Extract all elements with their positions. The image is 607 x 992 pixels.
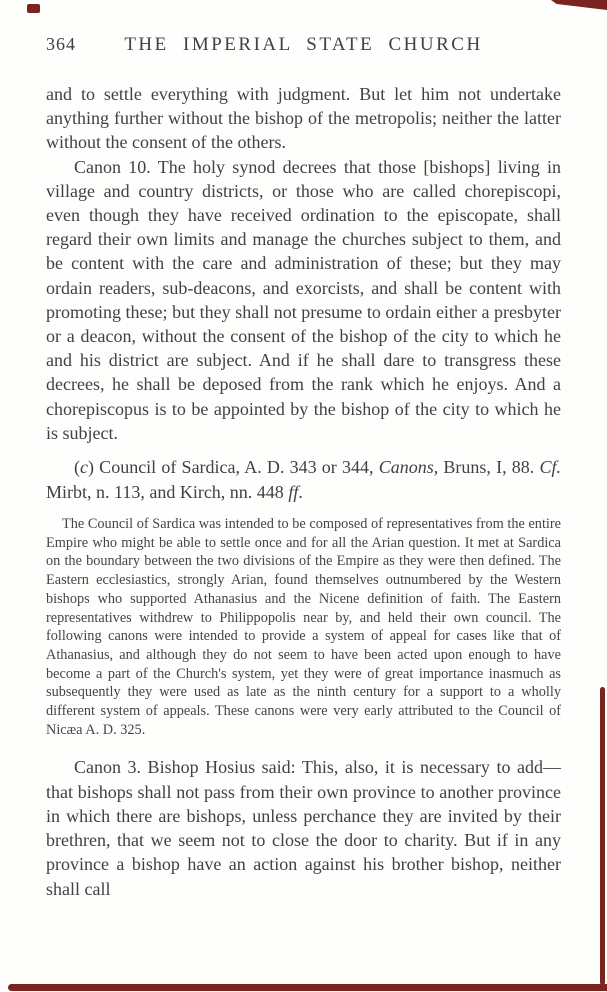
text-column [46,82,561,901]
citation-italic: Cf. [539,457,562,478]
scan-edge-bottom [8,984,607,991]
paragraph-canon-3: Canon 3. Bishop Hosius said: This, also, it is necessary to add—that bishops shall not pass from their own province to another province in which there are bishops, unless perchance they are invited by their brethren, that we seem not to close the door to charity. But if in any province a bishop have an action against his brother bishop, neither shall call [46,757,561,899]
citation-text: , Bruns, I, 88. [433,457,540,478]
paragraph-citation [46,455,561,505]
running-title: THE IMPERIAL STATE CHURCH [124,34,483,55]
paragraph-commentary: The Council of Sardica was intended to be composed of representatives from the entire Empire who might be able to settle once and for all the Arian question. It met at Sardica on the boundary between the two divisions of the Empire as they were then defined. The Eastern ecclesiastics, strongly Arian, found themselves outnumbered by the Western bishops who supported Athanasius and the Nicene definition of faith. The Eastern representatives withdrew to Philippopolis near by, and held their own council. The following canons were intended to provide a system of appeal for cases like that of Athanasius, and although they do not seem to have been acted upon enough to have become a part of the Church's system, yet they were of great importance inasmuch as subsequently they were used as late as the ninth century for a support to a wholly different system of appeals. These canons were very early attributed to the Council of Nicæa A. D. 325. [46,516,561,738]
scan-edge-right [600,687,605,985]
citation-italic: ff [288,482,299,503]
citation-italic: c [80,457,88,478]
citation-text: ) Council of Sardica, A. D. 343 or 344, [88,457,379,478]
scan-mark-top-left [27,4,40,13]
citation-text: ( [74,457,80,478]
paragraph-continuation: and to settle everything with judgment. But let him not undertake anything further without the bishop of the metropolis; neither the latter without the consent of the others. [46,84,561,153]
citation-text: Mirbt, n. 113, and Kirch, nn. 448 [46,482,289,503]
page-number: 364 [46,34,76,54]
citation-italic: Canons [378,457,434,478]
citation-text: . [298,482,303,503]
paragraph-canon-10: Canon 10. The holy synod decrees that those [bishops] living in village and country districts, or those who are called chorepiscopi, even though they have received ordination to the episcopate, shall regard their own limits and manage the churches subject to them, and be content with the care and administration of these; but they may ordain readers, sub-deacons, and exorcists, and shall be content with promoting these; but they shall not presume to ordain either a presbyter or a deacon, without the consent of the bishop of the city to which he and his district are subject. And if he shall dare to transgress these decrees, he shall be deposed from the rank which he enjoys. And a chorepiscopus is to be appointed by the bishop of the city to which he is subject. [46,156,561,443]
page-header [0,0,607,60]
